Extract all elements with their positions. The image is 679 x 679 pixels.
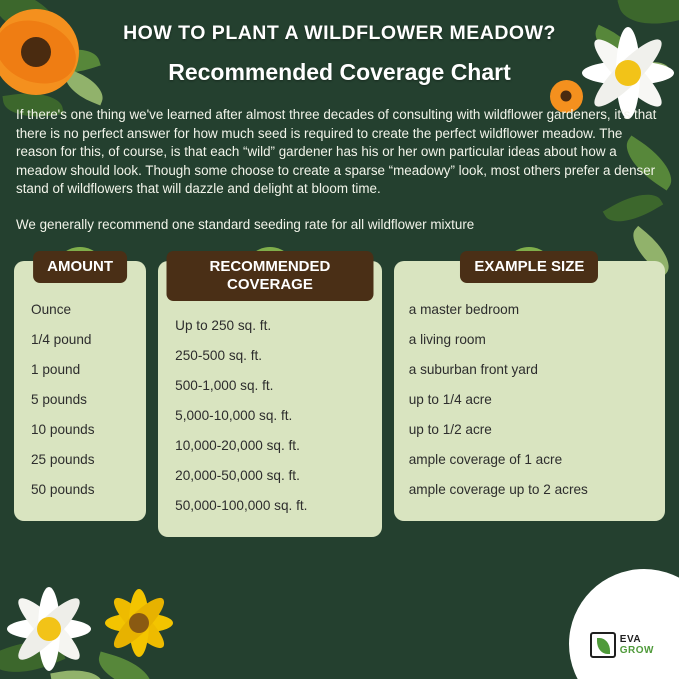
column-example-size bbox=[394, 257, 665, 521]
table-row: up to 1/4 acre bbox=[408, 391, 492, 407]
table-row: 10,000-20,000 sq. ft. bbox=[175, 437, 300, 453]
column-header-coverage: RECOMMENDED COVERAGE bbox=[166, 251, 373, 301]
table-row: up to 1/2 acre bbox=[408, 421, 492, 437]
table-row: a master bedroom bbox=[408, 301, 520, 317]
column-recommended-coverage bbox=[158, 257, 382, 537]
logo-line-2: GROW bbox=[619, 645, 654, 656]
logo-text bbox=[620, 634, 654, 656]
table-row: a living room bbox=[408, 331, 486, 347]
table-row: 250-500 sq. ft. bbox=[175, 347, 263, 363]
table-row: 1 pound bbox=[31, 361, 81, 377]
column-header-amount: AMOUNT bbox=[33, 251, 127, 283]
table-row: ample coverage up to 2 acres bbox=[408, 481, 588, 497]
coverage-table bbox=[14, 257, 665, 537]
leaf-icon bbox=[590, 632, 616, 658]
column-amount bbox=[14, 257, 146, 521]
table-row: 500-1,000 sq. ft. bbox=[175, 377, 274, 393]
brand-logo bbox=[583, 627, 661, 663]
logo-line-1: EVA bbox=[619, 634, 642, 645]
table-row: 5 pounds bbox=[31, 391, 87, 407]
page-title: HOW TO PLANT A WILDFLOWER MEADOW? bbox=[123, 22, 556, 44]
column-header-example: EXAMPLE SIZE bbox=[460, 251, 598, 283]
page-subtitle: Recommended Coverage Chart bbox=[168, 59, 511, 85]
table-row: a suburban front yard bbox=[408, 361, 538, 377]
intro-paragraph-2: We generally recommend one standard seeding rate for all wildflower mixture bbox=[16, 216, 475, 232]
intro-text bbox=[16, 106, 663, 235]
table-row: 50,000-100,000 sq. ft. bbox=[175, 497, 308, 513]
header bbox=[0, 0, 679, 86]
yellow-flower-bottom-left bbox=[104, 588, 174, 658]
table-row: 20,000-50,000 sq. ft. bbox=[175, 467, 300, 483]
table-row: 25 pounds bbox=[31, 451, 95, 467]
table-row: 10 pounds bbox=[31, 421, 95, 437]
table-row: 50 pounds bbox=[31, 481, 95, 497]
white-daisy-bottom-left bbox=[6, 586, 92, 672]
table-row: ample coverage of 1 acre bbox=[408, 451, 563, 467]
table-row: Ounce bbox=[31, 301, 72, 317]
table-row: 1/4 pound bbox=[31, 331, 92, 347]
intro-paragraph-1: If there's one thing we've learned after almost three decades of consulting with wildflower gardeners, it's that there is no perfect answer for how much seed is required to create the perfect wildflower meadow. The reason for this, of course, is that each “wild” gardener has his or her own particular ideas about how a meadow should look. Though some choose to create a sparse “meadowy” look, most others prefer a denser stand of wildflowers that will dazzle and delight at bloom time. bbox=[16, 107, 657, 197]
table-row: 5,000-10,000 sq. ft. bbox=[175, 407, 293, 423]
table-row: Up to 250 sq. ft. bbox=[175, 317, 272, 333]
